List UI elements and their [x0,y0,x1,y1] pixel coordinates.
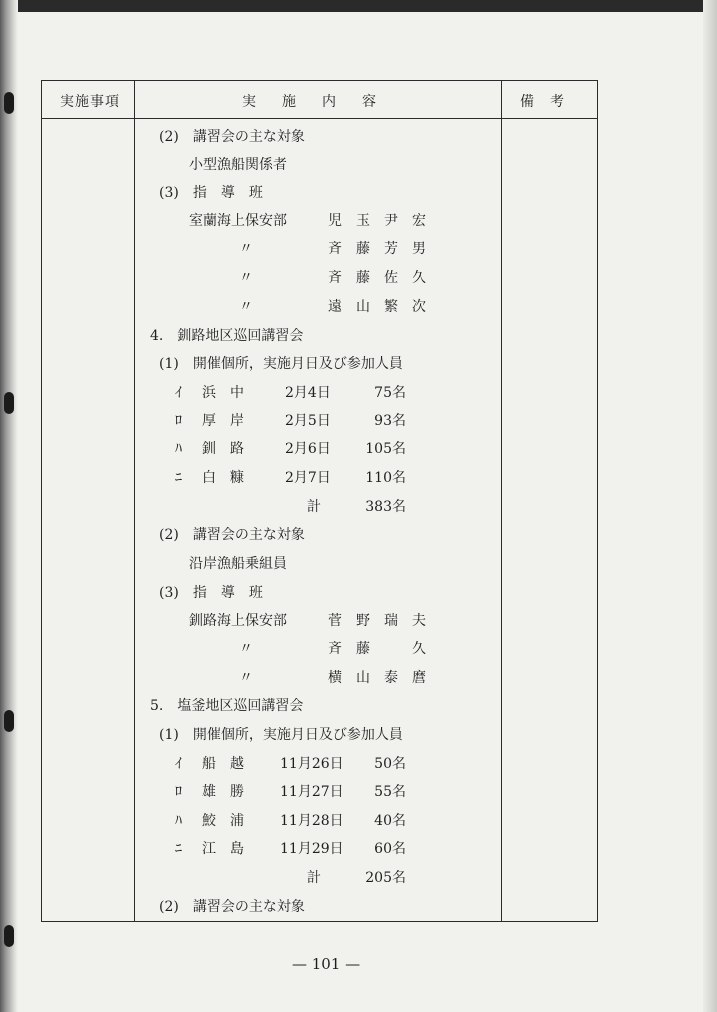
row-mark: ﾛ [175,413,182,429]
venue-date: 2月6日 [285,441,331,457]
item-target-heading: (2) 講習会の主な対象 [159,129,305,145]
ditto-mark: 〃 [239,241,253,257]
item-team-heading: (3) 指 導 班 [159,185,263,201]
header-col-item: 実施事項 [60,94,120,110]
item-venue-heading: (1) 開催個所，実施月日及び参加人員 [159,356,403,372]
form-table [41,80,598,922]
item-target-heading: (2) 講習会の主な対象 [159,899,305,915]
row-mark: ﾊ [175,441,182,457]
venue-count: 50名 [374,756,406,772]
ditto-mark: 〃 [239,270,253,286]
venue-date: 2月4日 [285,385,331,401]
venue-count: 93名 [374,413,406,429]
venue-count: 75名 [374,385,406,401]
staff-name: 斉 藤 佐 久 [328,270,426,286]
target-text: 沿岸漁船乗組員 [189,556,287,572]
venue-date: 11月29日 [280,841,344,857]
binding-hole [4,925,14,947]
scan-edge-left [0,0,18,1012]
total-label: 計 [307,499,321,515]
binding-hole [4,392,14,414]
venue-place: 釧 路 [202,441,244,457]
section-title: 5. 塩釜地区巡回講習会 [150,698,304,714]
header-col-remarks: 備 考 [520,94,565,110]
venue-date: 11月27日 [280,784,344,800]
venue-place: 白 糠 [202,470,244,486]
venue-date: 11月26日 [280,756,344,772]
staff-org: 室蘭海上保安部 [189,213,287,229]
venue-count: 40名 [374,813,406,829]
row-mark: ﾆ [175,470,182,486]
venue-date: 2月7日 [285,470,331,486]
venue-count: 60名 [374,841,406,857]
staff-name: 遠 山 繁 次 [328,299,426,315]
venue-place: 船 越 [202,756,244,772]
total-value: 205名 [365,870,406,886]
ditto-mark: 〃 [239,641,253,657]
staff-name: 児 玉 尹 宏 [328,213,426,229]
venue-place: 江 島 [202,841,244,857]
ditto-mark: 〃 [239,299,253,315]
staff-name: 横 山 泰 麿 [328,670,426,686]
column-divider [501,81,502,921]
item-team-heading: (3) 指 導 班 [159,585,263,601]
row-mark: ﾊ [175,813,182,829]
venue-count: 105名 [365,441,406,457]
target-text: 小型漁船関係者 [189,157,287,173]
staff-org: 釧路海上保安部 [189,613,287,629]
row-mark: ｲ [175,385,182,401]
venue-date: 11月28日 [280,813,344,829]
table-header [42,81,597,119]
binding-hole [4,710,14,732]
staff-name: 斉 藤 久 [328,641,426,657]
row-mark: ｲ [175,756,182,772]
venue-count: 110名 [365,470,406,486]
section-title: 4. 釧路地区巡回講習会 [150,328,304,344]
staff-name: 斉 藤 芳 男 [328,241,426,257]
total-value: 383名 [365,499,406,515]
header-col-content: 実 施 内 容 [242,94,382,110]
venue-place: 浜 中 [202,385,244,401]
binding-hole [4,92,14,114]
venue-count: 55名 [374,784,406,800]
staff-name: 菅 野 瑞 夫 [328,613,426,629]
page-number: — 101 — [292,955,361,973]
column-divider [134,81,135,921]
venue-place: 厚 岸 [202,413,244,429]
row-mark: ﾆ [175,841,182,857]
item-venue-heading: (1) 開催個所，実施月日及び参加人員 [159,727,403,743]
venue-place: 雄 勝 [202,784,244,800]
scan-edge-top [0,0,717,12]
item-target-heading: (2) 講習会の主な対象 [159,527,305,543]
row-mark: ﾛ [175,784,182,800]
scan-edge-right [703,0,717,1012]
total-label: 計 [307,870,321,886]
venue-date: 2月5日 [285,413,331,429]
venue-place: 鮫 浦 [202,813,244,829]
ditto-mark: 〃 [239,670,253,686]
